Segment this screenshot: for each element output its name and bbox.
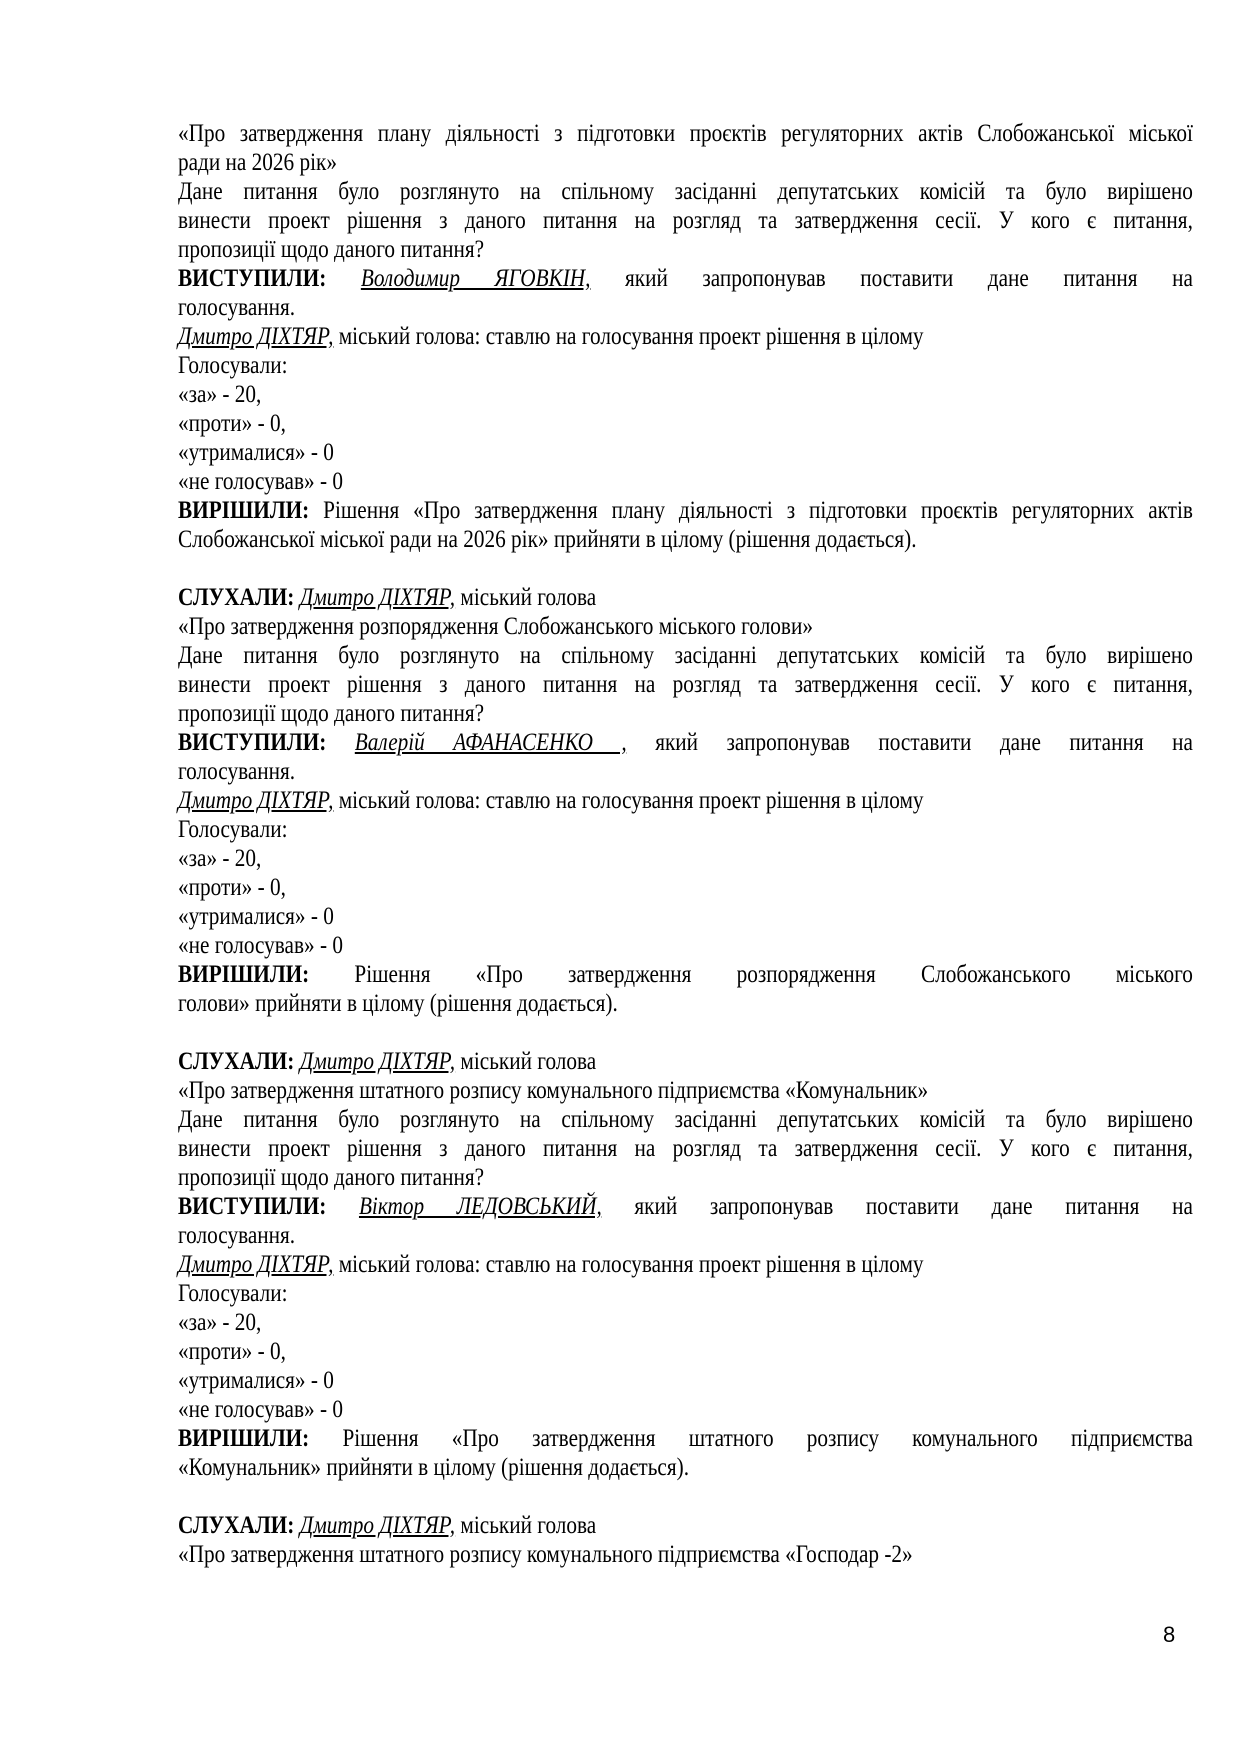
speaker-name: Дмитро ДІХТЯР,: [299, 584, 456, 611]
line-text: який запропонував поставити дане питання на: [590, 265, 1193, 292]
line-text: голови» прийняти в цілому (рішення додається).: [178, 990, 618, 1017]
document-line: [178, 1366, 1193, 1395]
speaker-name: Дмитро ДІХТЯР,: [178, 787, 334, 814]
document-line: [178, 1395, 1193, 1424]
document-line: [178, 1076, 1193, 1105]
document-line: [178, 1221, 1193, 1250]
line-text: пропозиції щодо даного питання?: [178, 236, 485, 263]
document-line: [178, 1047, 1193, 1076]
line-text: «за» - 20,: [178, 1309, 262, 1336]
section-label: СЛУХАЛИ:: [178, 584, 300, 611]
document-line: [178, 728, 1193, 757]
line-text: «Про затвердження штатного розпису комунального підприємства «Господар -2»: [178, 1541, 913, 1568]
document-line: [178, 815, 1193, 844]
line-text: Рішення «Про затвердження штатного розпису комунального підприємства: [342, 1425, 1193, 1452]
document-line: [178, 989, 1193, 1018]
section-label: ВИСТУПИЛИ:: [178, 729, 355, 756]
document-line: [178, 1540, 1193, 1569]
document-line: [178, 583, 1193, 612]
blank-line: [178, 554, 1193, 583]
document-line: [178, 1453, 1193, 1482]
line-text: винести проект рішення з даного питання на розгляд та затвердження сесії. У кого є питання,: [178, 671, 1193, 698]
line-text: який запропонував поставити дане питання на: [626, 729, 1193, 756]
line-text: «проти» - 0,: [178, 874, 286, 901]
blank-line: [178, 1018, 1193, 1047]
speaker-name: Дмитро ДІХТЯР,: [178, 1251, 334, 1278]
line-text: «Про затвердження штатного розпису комунального підприємства «Комунальник»: [178, 1077, 929, 1104]
document-line: [178, 293, 1193, 322]
line-text: «за» - 20,: [178, 845, 262, 872]
line-text: «проти» - 0,: [178, 1338, 286, 1365]
document-line: [178, 844, 1193, 873]
document-line: [178, 1308, 1193, 1337]
blank-line: [178, 1482, 1193, 1511]
line-text: «утрималися» - 0: [178, 439, 334, 466]
line-text: «проти» - 0,: [178, 410, 286, 437]
document-line: [178, 757, 1193, 786]
document-line: [178, 960, 1193, 989]
line-text: Голосували:: [178, 816, 288, 843]
line-text: винести проект рішення з даного питання на розгляд та затвердження сесії. У кого є питання,: [178, 207, 1193, 234]
document-line: [178, 786, 1193, 815]
document-line: [178, 380, 1193, 409]
speaker-name: Дмитро ДІХТЯР,: [299, 1512, 456, 1539]
line-text: «утрималися» - 0: [178, 1367, 334, 1394]
document-line: [178, 119, 1193, 148]
speaker-name: Віктор ЛЕДОВСЬКИЙ,: [358, 1193, 602, 1220]
document-line: [178, 612, 1193, 641]
line-text: голосування.: [178, 294, 296, 321]
document-line: [178, 322, 1193, 351]
line-text: Голосували:: [178, 1280, 288, 1307]
section-label: ВИСТУПИЛИ:: [178, 1193, 359, 1220]
section-label: ВИРІШИЛИ:: [178, 497, 324, 524]
document-line: [178, 351, 1193, 380]
line-text: міський голова: ставлю на голосування проект рішення в цілому: [333, 1251, 924, 1278]
line-text: «не голосував» - 0: [178, 932, 343, 959]
document-line: [178, 148, 1193, 177]
line-text: міський голова: ставлю на голосування проект рішення в цілому: [333, 323, 924, 350]
document-line: [178, 1134, 1193, 1163]
speaker-name: Володимир ЯГОВКІН,: [360, 265, 591, 292]
document-line: [178, 1105, 1193, 1134]
document-line: [178, 1424, 1193, 1453]
section-label: ВИСТУПИЛИ:: [178, 265, 361, 292]
line-text: міський голова: [455, 1048, 597, 1075]
document-line: [178, 264, 1193, 293]
document-line: [178, 1511, 1193, 1540]
line-text: Голосували:: [178, 352, 288, 379]
speaker-name: Дмитро ДІХТЯР,: [178, 323, 334, 350]
line-text: Дане питання було розглянуто на спільному засіданні депутатських комісій та було вирішено: [178, 178, 1193, 205]
line-text: пропозиції щодо даного питання?: [178, 700, 485, 727]
document-line: [178, 409, 1193, 438]
document-line: [178, 699, 1193, 728]
document-line: [178, 438, 1193, 467]
document-line: [178, 931, 1193, 960]
line-text: «не голосував» - 0: [178, 1396, 343, 1423]
line-text: міський голова: [455, 584, 597, 611]
speaker-name: Валерій АФАНАСЕНКО ,: [354, 729, 627, 756]
line-text: «утрималися» - 0: [178, 903, 334, 930]
line-text: голосування.: [178, 758, 296, 785]
document-line: [178, 1192, 1193, 1221]
line-text: «Про затвердження плану діяльності з підготовки проєктів регуляторних актів Слобожанської міської: [178, 120, 1193, 147]
document-line: [178, 1279, 1193, 1308]
section-label: СЛУХАЛИ:: [178, 1512, 300, 1539]
document-line: [178, 873, 1193, 902]
line-text: Рішення «Про затвердження розпорядження Слобожанського міського: [354, 961, 1193, 988]
document-line: [178, 1337, 1193, 1366]
section-label: СЛУХАЛИ:: [178, 1048, 300, 1075]
document-line: [178, 177, 1193, 206]
page-number: 8: [1163, 1622, 1176, 1647]
line-text: голосування.: [178, 1222, 296, 1249]
document-line: [178, 641, 1193, 670]
section-label: ВИРІШИЛИ:: [178, 961, 355, 988]
document-line: [178, 1250, 1193, 1279]
line-text: пропозиції щодо даного питання?: [178, 1164, 485, 1191]
line-text: «Комунальник» прийняти в цілому (рішення додається).: [178, 1454, 690, 1481]
document-line: [178, 496, 1193, 525]
line-text: Слобожанської міської ради на 2026 рік» прийняти в цілому (рішення додається).: [178, 526, 917, 553]
line-text: ради на 2026 рік»: [178, 149, 337, 176]
document-body: [178, 119, 1193, 1569]
line-text: винести проект рішення з даного питання на розгляд та затвердження сесії. У кого є питання,: [178, 1135, 1193, 1162]
document-line: [178, 1163, 1193, 1192]
section-label: ВИРІШИЛИ:: [178, 1425, 343, 1452]
line-text: Дане питання було розглянуто на спільному засіданні депутатських комісій та було вирішено: [178, 1106, 1193, 1133]
speaker-name: Дмитро ДІХТЯР,: [299, 1048, 456, 1075]
line-text: «Про затвердження розпорядження Слобожанського міського голови»: [178, 613, 813, 640]
document-line: [178, 467, 1193, 496]
line-text: міський голова: ставлю на голосування проект рішення в цілому: [333, 787, 924, 814]
document-line: [178, 902, 1193, 931]
line-text: Дане питання було розглянуто на спільному засіданні депутатських комісій та було вирішено: [178, 642, 1193, 669]
line-text: «за» - 20,: [178, 381, 262, 408]
document-line: [178, 670, 1193, 699]
line-text: Рішення «Про затвердження плану діяльності з підготовки проєктів регуляторних актів: [323, 497, 1193, 524]
line-text: міський голова: [455, 1512, 597, 1539]
document-line: [178, 206, 1193, 235]
line-text: «не голосував» - 0: [178, 468, 343, 495]
document-line: [178, 235, 1193, 264]
line-text: який запропонував поставити дане питання на: [601, 1193, 1193, 1220]
document-line: [178, 525, 1193, 554]
